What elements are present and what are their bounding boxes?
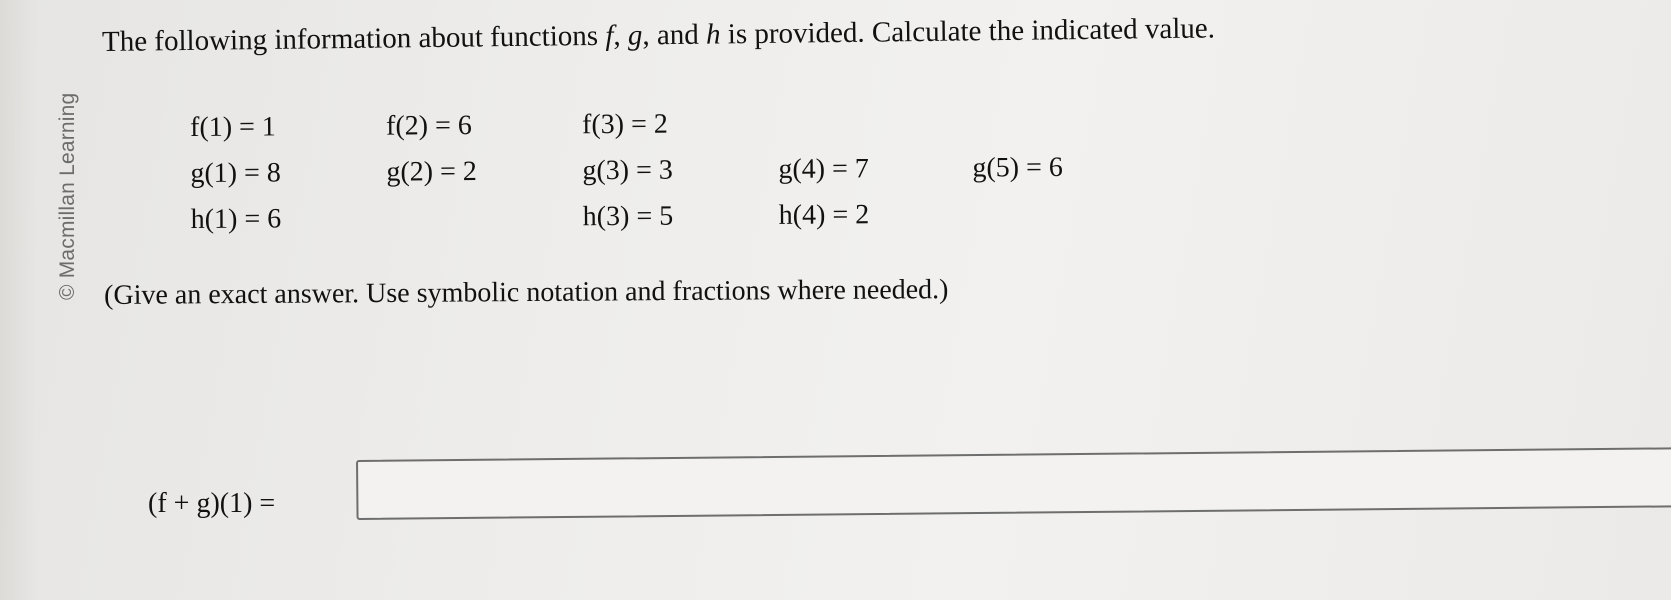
answer-input[interactable] bbox=[356, 447, 1671, 520]
function-g-name: g bbox=[627, 19, 643, 52]
function-f-name: f bbox=[605, 19, 614, 52]
answer-instructions: (Give an exact answer. Use symbolic notation and fractions where needed.) bbox=[104, 274, 949, 311]
value-g1: g(1) = 8 bbox=[190, 157, 281, 189]
function-h-name: h bbox=[705, 18, 721, 51]
question-prefix: The following information about functions bbox=[101, 19, 606, 58]
value-g3: g(3) = 3 bbox=[582, 154, 673, 187]
question-sep1: , bbox=[613, 19, 629, 52]
question-suffix: is provided. Calculate the indicated value. bbox=[720, 12, 1216, 51]
value-h3: h(3) = 5 bbox=[582, 200, 674, 233]
value-h4: h(4) = 2 bbox=[778, 199, 870, 231]
value-f2: f(2) = 6 bbox=[385, 110, 472, 142]
value-h1: h(1) = 6 bbox=[190, 203, 282, 235]
value-f1: f(1) = 1 bbox=[190, 111, 276, 143]
value-g5: g(5) = 6 bbox=[972, 151, 1063, 184]
page-left-edge bbox=[0, 0, 38, 600]
value-g2: g(2) = 2 bbox=[386, 155, 477, 188]
question-text bbox=[102, 12, 1215, 59]
copyright-watermark: © Macmillan Learning bbox=[56, 92, 79, 300]
answer-label: (f + g)(1) = bbox=[148, 488, 276, 519]
value-g4: g(4) = 7 bbox=[778, 153, 869, 185]
function-values-table bbox=[190, 108, 1063, 250]
question-sep2: , and bbox=[642, 18, 707, 52]
value-f3: f(3) = 2 bbox=[581, 108, 668, 141]
